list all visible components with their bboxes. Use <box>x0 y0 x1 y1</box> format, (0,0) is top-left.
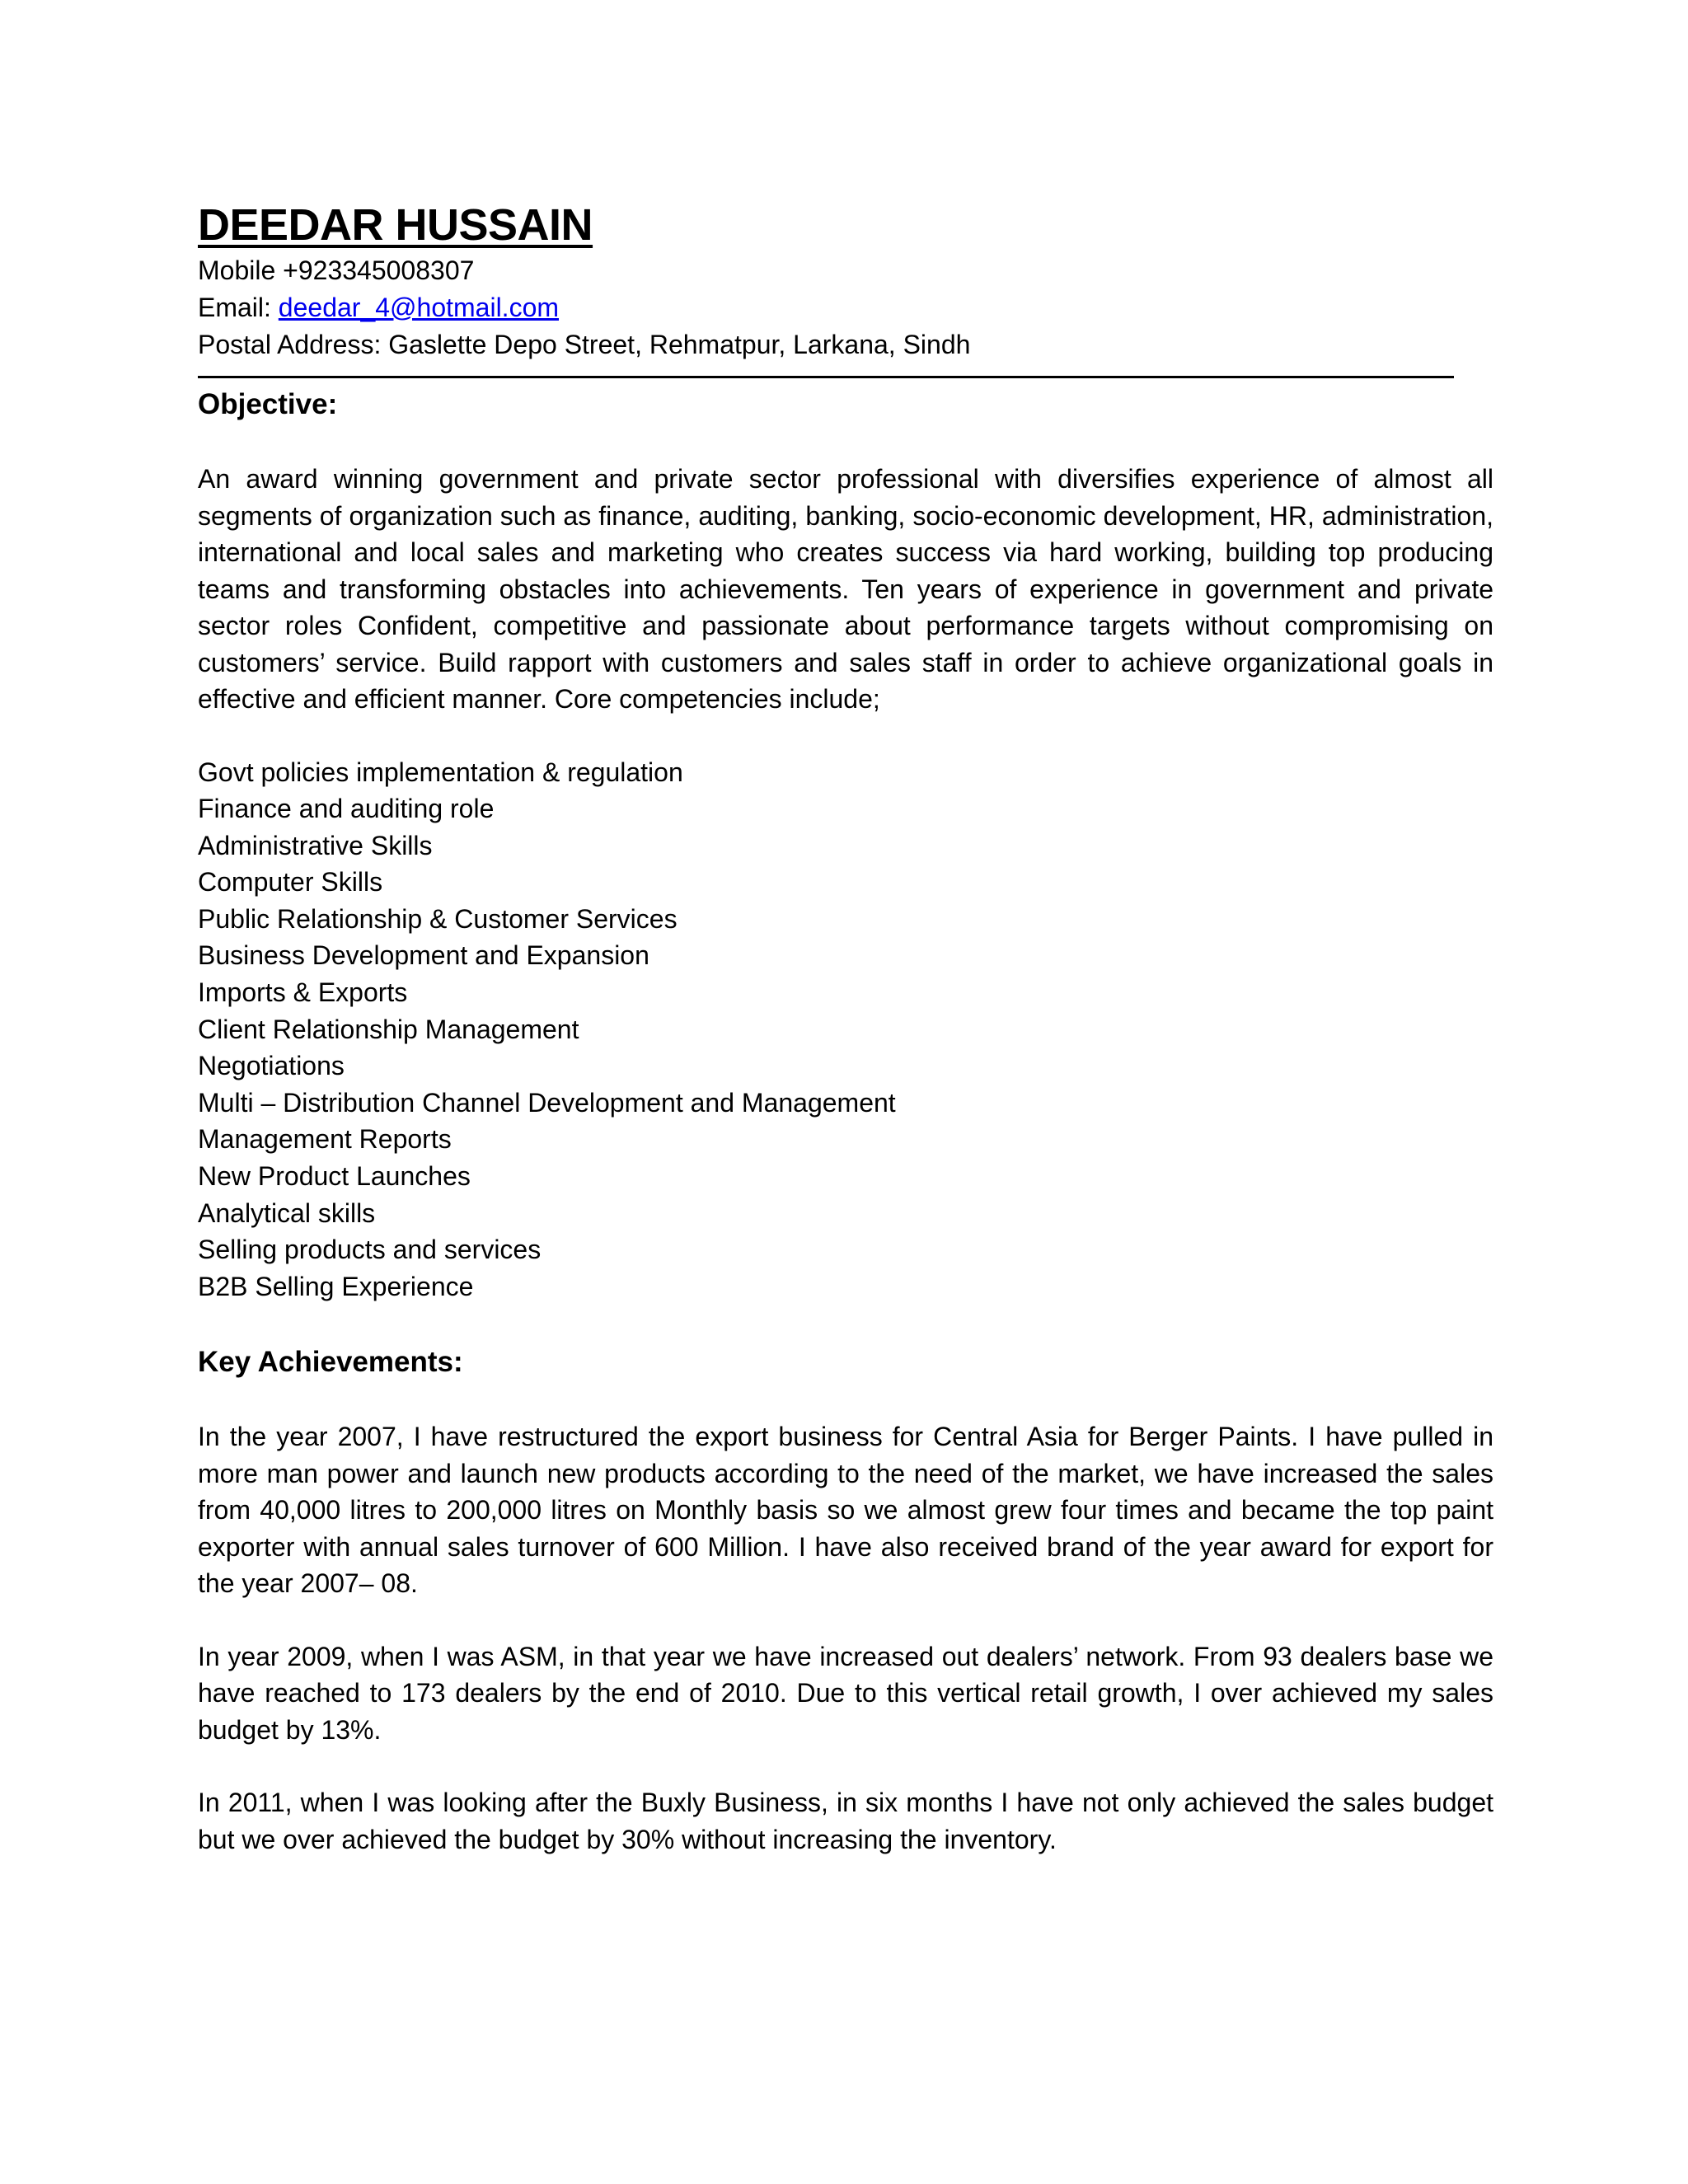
mobile-line: Mobile +923345008307 <box>198 255 475 285</box>
competency-item: Multi – Distribution Channel Development and Management <box>198 1087 896 1118</box>
objective-paragraph: An award winning government and private sector professional with diversifies experience of almost all segments of organization such as finance, auditing, banking, socio-economic development, HR, administration, international and local sales and marketing who creates success via hard working, building top producing teams and transforming obstacles into achievements. Ten years of experience in government and private sector roles Confident, competitive and passionate about performance targets without compromising on customers’ service. Build rapport with customers and sales staff in order to achieve organizational goals in effective and efficient manner. Core competencies include; <box>198 464 1493 714</box>
competencies-list <box>198 754 1493 1305</box>
objective-heading: Objective: <box>198 388 338 420</box>
competency-item: Management Reports <box>198 1124 452 1155</box>
competency-item: B2B Selling Experience <box>198 1271 474 1301</box>
competency-item: Public Relationship & Customer Services <box>198 903 678 934</box>
email-label: Email: <box>198 293 279 322</box>
competency-item: Business Development and Expansion <box>198 940 649 971</box>
resume-page <box>198 198 1493 1858</box>
competency-item: Selling products and services <box>198 1235 542 1265</box>
achievement-paragraph-2007: In the year 2007, I have restructured the export business for Central Asia for Berger Paints. I have pulled in more man power and launch new products according to the need of the market, we have increased the sales from 40,000 litres to 200,000 litres on Monthly basis so we almost grew four times and became the top paint exporter with annual sales turnover of 600 Million. I have also received brand of the year award for export for the year 2007– 08. <box>198 1422 1493 1599</box>
achievement-paragraph-2011: In 2011, when I was looking after the Buxly Business, in six months I have not only achieved the sales budget but we over achieved the budget by 30% without increasing the inventory. <box>198 1788 1493 1854</box>
email-link[interactable]: deedar_4@hotmail.com <box>278 293 560 322</box>
competency-item: Negotiations <box>198 1051 345 1081</box>
candidate-name: DEEDAR HUSSAIN <box>198 200 593 250</box>
achievement-paragraph-2009: In year 2009, when I was ASM, in that year we have increased out dealers’ network. From 93 dealers base we have reached to 173 dealers by the end of 2010. Due to this vertical retail growth, I over achieved my sales budget by 13%. <box>198 1641 1493 1745</box>
competency-item: Analytical skills <box>198 1197 376 1228</box>
email-line <box>198 289 1493 326</box>
competency-item: New Product Launches <box>198 1161 471 1192</box>
competency-item: Client Relationship Management <box>198 1014 579 1044</box>
postal-address-line: Postal Address: Gaslette Depo Street, Rehmatpur, Larkana, Sindh <box>198 330 971 359</box>
competency-item: Imports & Exports <box>198 977 408 1008</box>
competency-item: Computer Skills <box>198 867 383 898</box>
competency-item: Administrative Skills <box>198 830 433 860</box>
competency-item: Finance and auditing role <box>198 794 495 824</box>
header-divider <box>198 376 1454 378</box>
key-achievements-heading: Key Achievements: <box>198 1346 463 1379</box>
competency-item: Govt policies implementation & regulation <box>198 757 683 787</box>
